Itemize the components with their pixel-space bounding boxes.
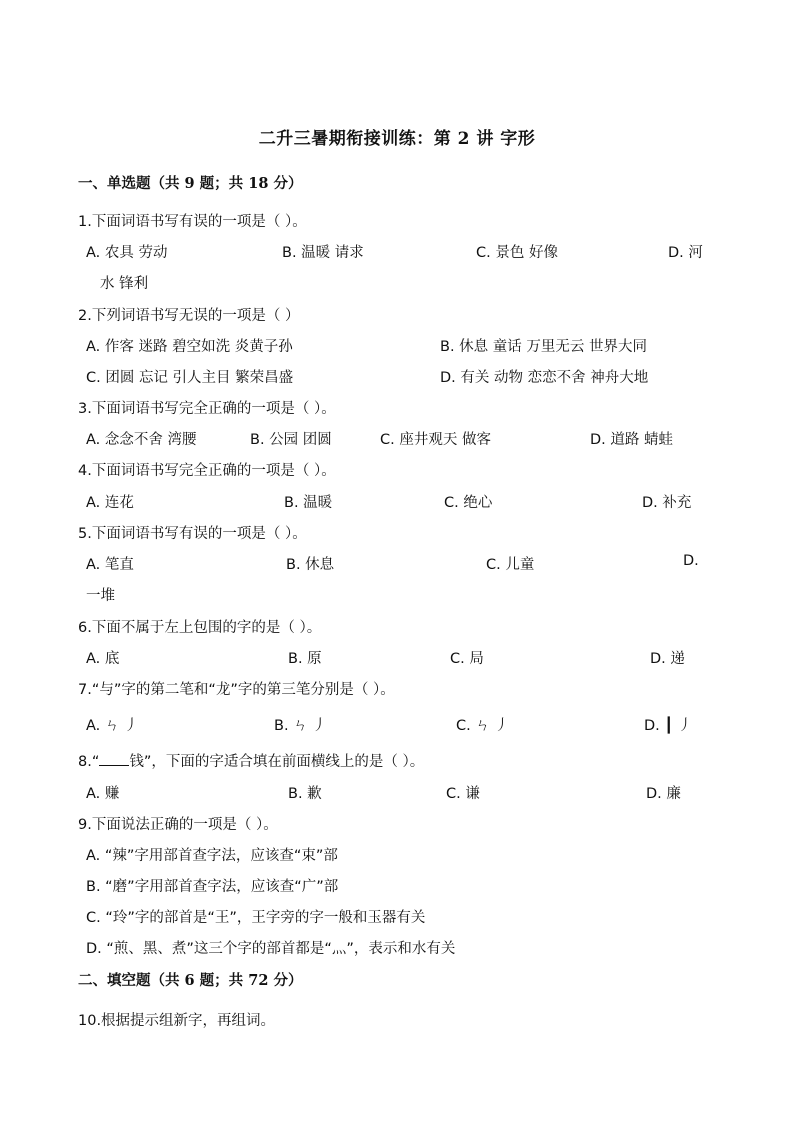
q4-option-b: B. 温暖 xyxy=(284,495,333,511)
q2-option-a: A. 作客 迷路 碧空如洗 炎黄子孙 xyxy=(86,339,293,355)
q3-option-b: B. 公园 团圆 xyxy=(250,432,332,448)
q3-option-d: D. 道路 蜻蛙 xyxy=(590,432,673,448)
q1-option-b: B. 温暖 请求 xyxy=(282,245,364,261)
q1-option-d: D. 河 xyxy=(668,245,703,261)
section-header-fill-in: 二、填空题（共 6 题；共 72 分） xyxy=(78,972,303,989)
q5-option-b: B. 休息 xyxy=(286,557,335,573)
q6-option-a: A. 底 xyxy=(86,651,120,667)
q2-option-b: B. 休息 童话 万里无云 世界大同 xyxy=(440,339,647,355)
q1-option-c: C. 景色 好像 xyxy=(476,245,558,261)
q4-option-d: D. 补充 xyxy=(642,495,692,511)
q8-option-a: A. 赚 xyxy=(86,786,120,802)
q9-option-a: A. “辣”字用部首查字法，应该查“束”部 xyxy=(86,848,338,864)
q5-option-d: D. xyxy=(683,553,699,569)
q5-option-c: C. 儿童 xyxy=(486,557,535,573)
page-title: 二升三暑期衔接训练：第 2 讲 字形 xyxy=(258,129,536,149)
q6-option-c: C. 局 xyxy=(450,651,484,667)
q6-option-d: D. 递 xyxy=(650,651,685,667)
q2-option-c: C. 团圆 忘记 引人主目 繁荣昌盛 xyxy=(86,370,294,386)
question-6-stem: 6.下面不属于左上包围的字的是（ ）。 xyxy=(78,620,322,636)
q7-option-a: A. ㄣ 丿 xyxy=(86,718,139,734)
q7-option-b: B. ㄣ 丿 xyxy=(274,718,327,734)
q6-option-b: B. 原 xyxy=(288,651,322,667)
q8-option-d: D. 廉 xyxy=(646,786,681,802)
q5-option-a: A. 笔直 xyxy=(86,557,134,573)
q7-option-c: C. ㄣ 丿 xyxy=(456,718,509,734)
q8-option-c: C. 谦 xyxy=(446,786,480,802)
q4-option-a: A. 连花 xyxy=(86,495,134,511)
q1-option-d-continued: 水 锋利 xyxy=(100,276,149,292)
q4-option-c: C. 绝心 xyxy=(444,495,493,511)
question-2-stem: 2.下列词语书写无误的一项是（ ） xyxy=(78,308,300,324)
q9-option-b: B. “磨”字用部首查字法，应该查“广”部 xyxy=(86,879,339,895)
q9-option-c: C. “玲”字的部首是“王”，王字旁的字一般和玉器有关 xyxy=(86,910,426,926)
question-7-stem: 7.“与”字的第二笔和“龙”字的第三笔分别是（ ）。 xyxy=(78,682,395,698)
q3-option-a: A. 念念不舍 湾腰 xyxy=(86,432,197,448)
q9-option-d: D. “煎、黑、煮”这三个字的部首都是“灬”，表示和水有关 xyxy=(86,941,456,957)
q7-option-d: D. ┃ 丿 xyxy=(644,718,693,734)
section-header-single-choice: 一、单选题（共 9 题；共 18 分） xyxy=(78,175,303,192)
q5-option-d-continued: 一堆 xyxy=(86,588,115,604)
q8-fill-blank xyxy=(99,751,129,766)
q2-option-d: D. 有关 动物 恋恋不舍 神舟大地 xyxy=(440,370,649,386)
q3-option-c: C. 座井观天 做客 xyxy=(380,432,491,448)
question-3-stem: 3.下面词语书写完全正确的一项是（ ）。 xyxy=(78,401,336,417)
question-9-stem: 9.下面说法正确的一项是（ ）。 xyxy=(78,817,278,833)
question-10-stem: 10.根据提示组新字，再组词。 xyxy=(78,1013,276,1029)
question-4-stem: 4.下面词语书写完全正确的一项是（ ）。 xyxy=(78,463,336,479)
question-1-stem: 1.下面词语书写有误的一项是（ ）。 xyxy=(78,214,307,230)
question-8-stem xyxy=(78,750,424,771)
q1-option-a: A. 农具 劳动 xyxy=(86,245,168,261)
question-5-stem: 5.下面词语书写有误的一项是（ ）。 xyxy=(78,526,307,542)
q8-option-b: B. 歉 xyxy=(288,786,322,802)
q8-stem-suffix: 钱”，下面的字适合填在前面横线上的是（ ）。 xyxy=(129,754,425,770)
q8-stem-prefix: 8.“ xyxy=(78,754,100,770)
